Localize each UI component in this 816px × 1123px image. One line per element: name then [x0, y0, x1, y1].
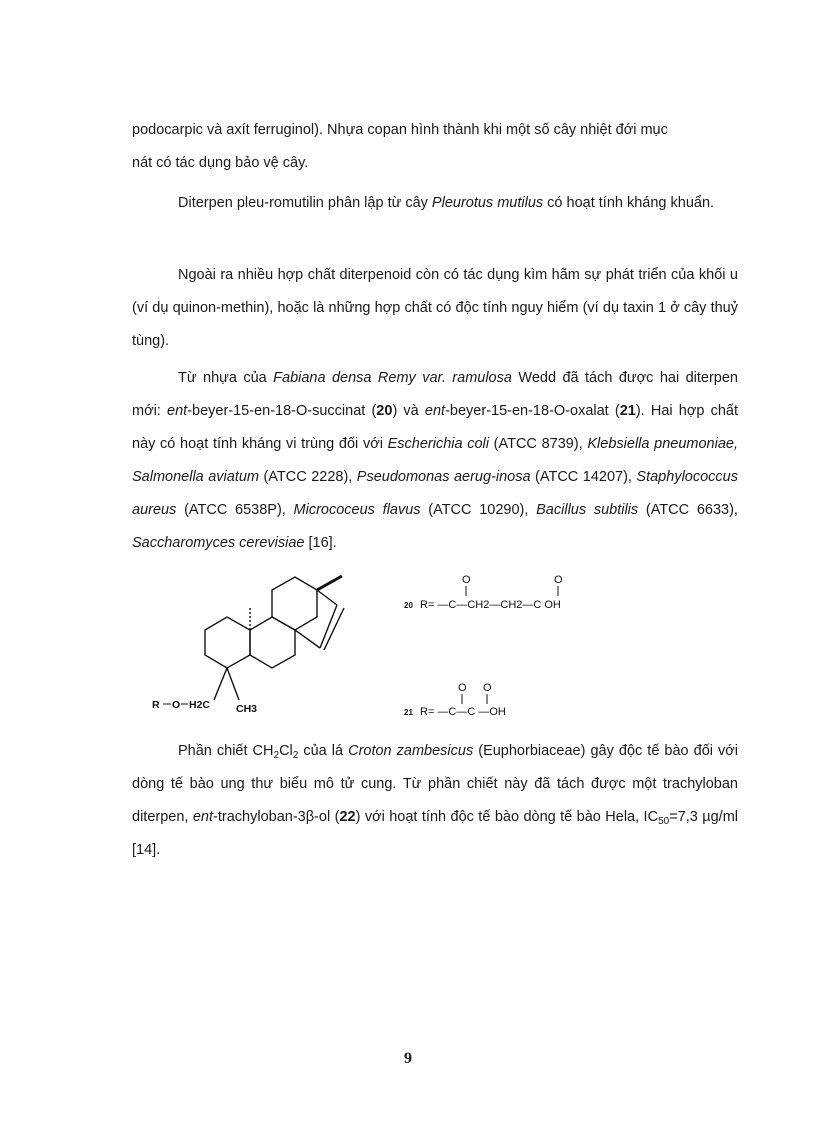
svg-text:O: O — [462, 574, 471, 586]
paragraph-2: Diterpen pleu-romutilin phân lập từ cây Pleurotus mutilus có hoạt tính kháng khuẩn. — [178, 195, 715, 211]
svg-text:O: O — [458, 682, 467, 694]
compound-number: 22 — [339, 809, 356, 825]
compound-21-formula: R= —C—C —OH — [420, 706, 506, 718]
compound-21-label: 21 — [404, 708, 413, 717]
svg-text:O: O — [554, 574, 563, 586]
species-name: Croton zambesicus — [348, 743, 474, 759]
species-name: Pleurotus mutilus — [431, 195, 544, 211]
svg-text:R: R — [152, 699, 160, 711]
diterpene-skeleton — [205, 576, 344, 700]
species-name: Fabiana densa Remy var. ramulosa — [273, 370, 512, 386]
compound-number: 21 — [619, 403, 636, 419]
chemical-structure-figure — [0, 560, 816, 730]
compound-20-label: 20 — [404, 601, 413, 610]
svg-text:H2C: H2C — [189, 699, 211, 711]
c4-substituent-labels — [152, 699, 257, 715]
compound-20-structure — [404, 574, 563, 611]
page-number: 9 — [404, 1050, 412, 1067]
svg-text:O: O — [483, 682, 492, 694]
paragraph-3: Ngoài ra nhiều hợp chất diterpenoid còn có tác dụng kìm hãm sự phát triển của khối u (ví dụ quinon-methin), hoặc là những hợp chất có độc tính nguy hiểm (ví dụ taxin 1 ở cây thuỷ tùng). — [132, 267, 738, 349]
paragraph-1 — [132, 114, 738, 180]
paragraph-5: Phần chiết $CH_2Cl_2$ của lá Croton zambesicus (Euphorbiaceae) gây độc tế bào đối với dòng tế bào ung thư biểu mô tử cung. Từ phần chiết này đã tách được một trachyloban diterpen, ent-trachyloban-3β-ol (22) với hoạt tính độc tế bào dòng tế bào Hela, $IC_{50}=7,3$ µg/ml [14]. — [132, 743, 738, 858]
compound-20-formula: R= —C—CH2—CH2—C OH — [420, 599, 561, 611]
svg-text:CH3: CH3 — [236, 703, 258, 715]
paragraph-4: Từ nhựa của Fabiana densa Remy var. ramulosa Wedd đã tách được hai diterpen mới: ent-beyer-15-en-18-O-succinat (20) và ent-beyer-15-en-18-O-oxalat (21). Hai hợp chất này có hoạt tính kháng vi trùng đối với Escherichia coli (ATCC 8739), Klebsiella pneumoniae, Salmonella aviatum (ATCC 2228), Pseudomonas aerug-inosa (ATCC 14207), Staphylococcus aureus (ATCC 6538P), Micrococeus flavus (ATCC 10290), Bacillus subtilis (ATCC 6633), Saccharomyces cerevisiae [16]. — [132, 370, 739, 551]
svg-text:O: O — [172, 699, 181, 711]
compound-21-structure — [404, 682, 506, 718]
compound-number: 20 — [376, 403, 393, 419]
paragraph-1-line-1: podocarpic và axít ferruginol). Nhựa copan hình thành khi một số cây nhiệt đới mục — [132, 122, 668, 138]
paragraph-1-line-2: nát có tác dụng bảo vệ cây. — [132, 155, 309, 171]
